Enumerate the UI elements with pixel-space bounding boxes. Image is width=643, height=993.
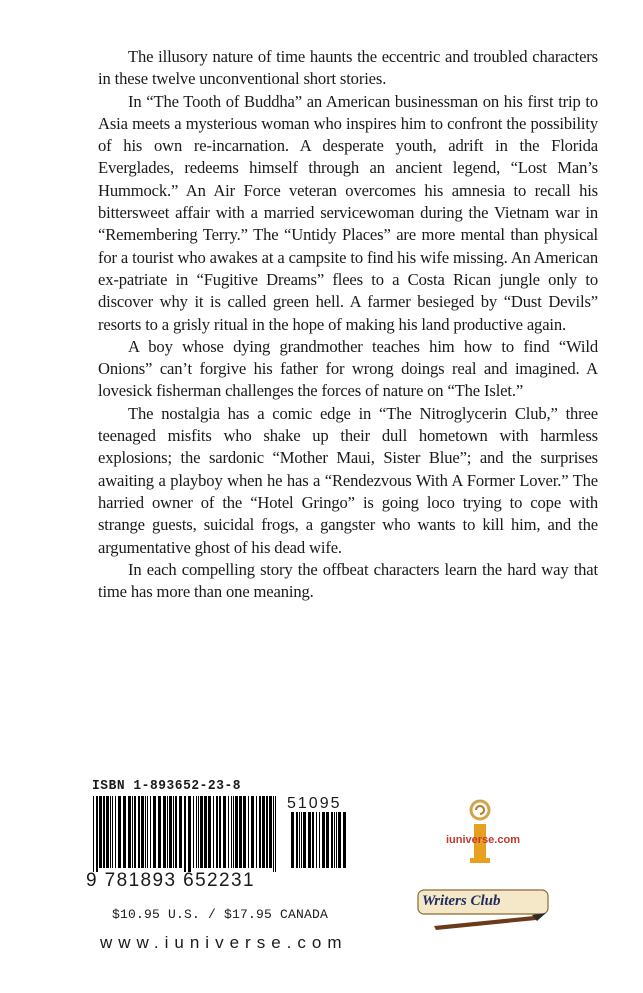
blurb-paragraph: In each compelling story the offbeat characters learn the hard way that time has more than one meaning. xyxy=(98,559,598,602)
ean-barcode xyxy=(92,796,280,872)
back-cover-blurb xyxy=(98,46,598,603)
price-text: $10.95 U.S. / $17.95 CANADA xyxy=(112,907,329,922)
iuniverse-logo xyxy=(432,796,532,866)
barcode-digits: 9 781893 652231 xyxy=(86,870,255,891)
blurb-paragraph: In “The Tooth of Buddha” an American businessman on his first trip to Asia meets a mysterious woman who inspires him to confront the possibility of his own re-incarnation. A desperate youth, adrift in the Florida Everglades, redeems himself through an ancient legend, “Lost Man’s Hummock.” An Air Force veteran overcomes his amnesia to recall his bittersweet affair with a married servicewoman during the Vietnam war in “Remembering Terry.” The “Untidy Places” are more mental than physical for a tourist who awakes at a campsite to find his wife missing. An American ex-patriate in “Fugitive Dreams” flees to a Costa Rican jungle only to discover why it is called green hell. A farmer besieged by “Dust Devils” resorts to a grisly ritual in the hope of making his land productive again. xyxy=(98,91,598,334)
writers-club-logo-text: Writers Club xyxy=(422,893,501,909)
blurb-paragraph: The illusory nature of time haunts the eccentric and troubled characters in these twelve unconventional short stories. xyxy=(98,47,598,89)
price-addon-digits: 51095 xyxy=(287,795,342,812)
blurb-paragraph: The nostalgia has a comic edge in “The Nitroglycerin Club,” three teenaged misfits who shake up their dull hometown with harmless explosions; the sardonic “Mother Maui, Sister Blue”; and the surprises awaiting a playboy when he has a “Rendezvous With A Former Lover.” The harried owner of the “Hotel Gringo” is going loco trying to cope with strange guests, suicidal frogs, a gangster who wants to kill him, and the argumentative ghost of his dead wife. xyxy=(98,403,598,557)
blurb-paragraph: A boy whose dying grandmother teaches him how to find “Wild Onions” can’t forgive his father for wrong doings real and imagined. A lovesick fisherman challenges the forces of nature on “The Islet.” xyxy=(98,336,598,401)
iuniverse-logo-text: iuniverse.com xyxy=(446,834,520,846)
addon-barcode xyxy=(290,812,348,872)
website-url: www.iuniverse.com xyxy=(100,933,348,952)
isbn-label: ISBN 1-893652-23-8 xyxy=(92,778,242,794)
